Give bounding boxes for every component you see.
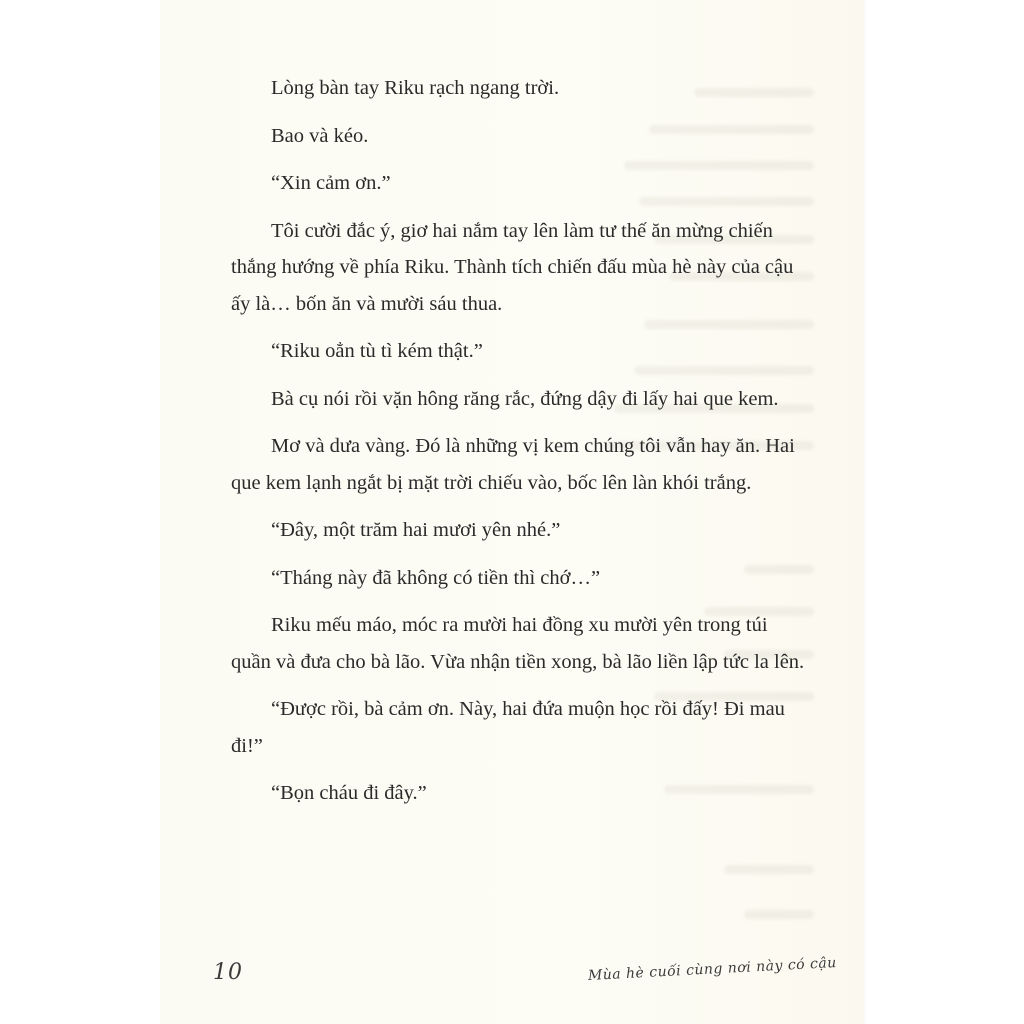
paragraph: Tôi cười đắc ý, giơ hai nắm tay lên làm tư thế ăn mừng chiến thắng hướng về phía Riku. Thành tích chiến đấu mùa hè này của cậu ấy là… bốn ăn và mười sáu thua. [231,219,794,315]
paragraph: Bao và kéo. [271,124,369,147]
paragraph: “Riku oẳn tù tì kém thật.” [271,340,483,362]
page-number: 10 [213,960,243,985]
paragraph: Lòng bàn tay Riku rạch ngang trời. [271,77,560,99]
paragraph: “Bọn cháu đi đây.” [271,782,427,804]
body-text [231,70,811,823]
paragraph: “Đây, một trăm hai mươi yên nhé.” [271,519,561,541]
paragraph: “Xin cảm ơn.” [271,172,391,194]
paragraph: Bà cụ nói rồi vặn hông răng rắc, đứng dậy đi lấy hai que kem. [271,387,779,410]
paragraph: “Được rồi, bà cảm ơn. Này, hai đứa muộn học rồi đấy! Đi mau đi!” [231,698,785,757]
paragraph: Mơ và dưa vàng. Đó là những vị kem chúng tôi vẫn hay ăn. Hai que kem lạnh ngắt bị mặt trời chiếu vào, bốc lên làn khói trắng. [231,435,795,494]
paragraph: Riku mếu máo, móc ra mười hai đồng xu mười yên trong túi quần và đưa cho bà lão. Vừa nhận tiền xong, bà lão liền lập tức la lên. [231,614,805,673]
running-title: Mùa hè cuối cùng nơi này có cậu [587,954,838,984]
paragraph: “Tháng này đã không có tiền thì chớ…” [271,566,601,589]
